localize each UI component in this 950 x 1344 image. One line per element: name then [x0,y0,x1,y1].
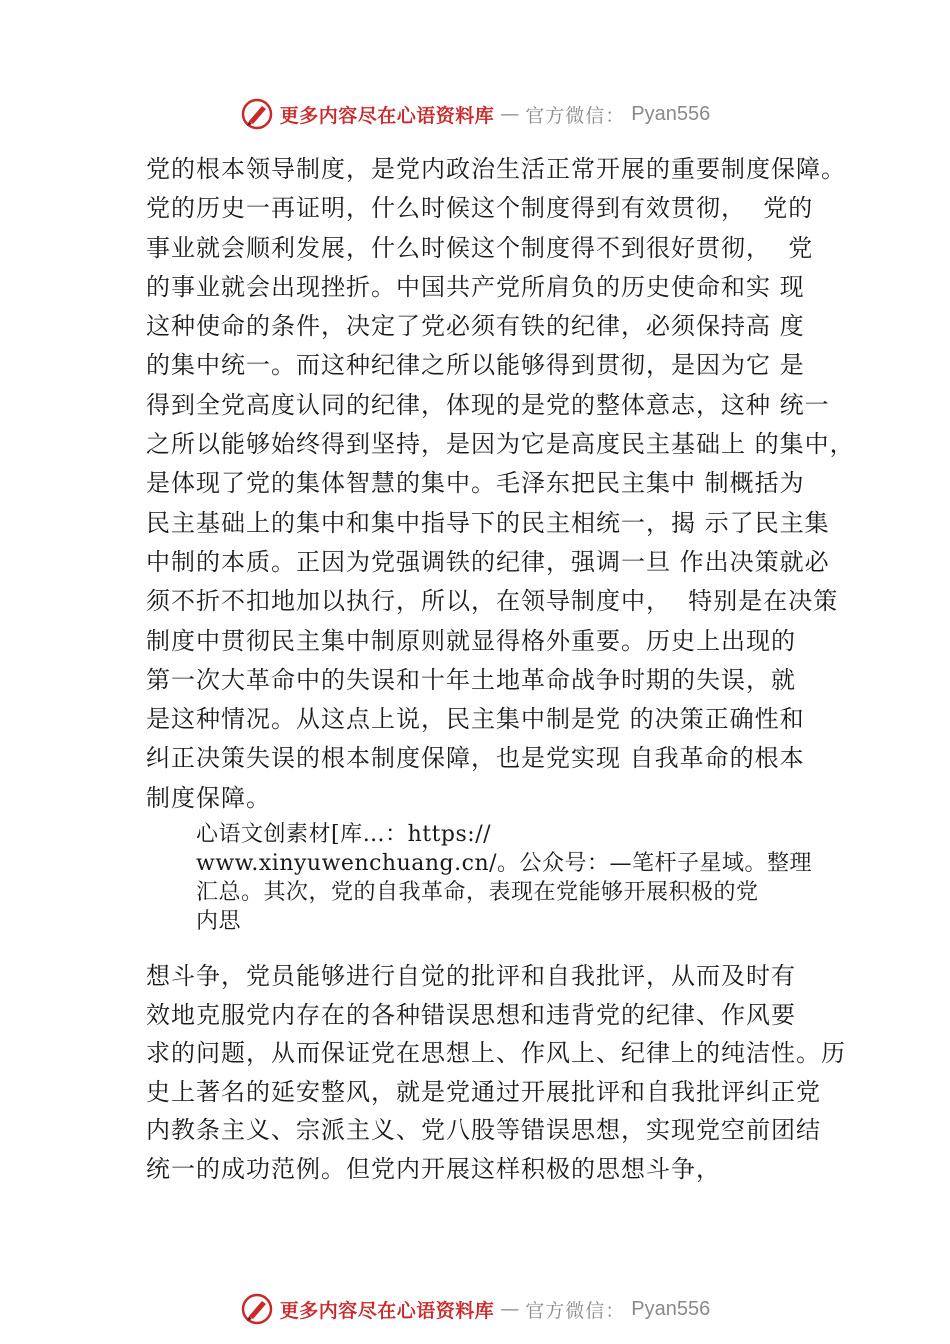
text-line: 制度中贯彻民主集中制原则就显得格外重要。历史上出现的 [146,626,796,655]
footer-brand: 更多内容尽在心语资料库 [279,1299,495,1322]
footer-wechat-id: Pyan556 [631,1297,711,1320]
text-line: 党的根本领导制度，是党内政治生活正常开展的重要制度保障。 [146,155,846,183]
text-line: 效地克服党内存在的各种错误思想和违背党的纪律、作风要 [146,1000,796,1029]
text-line: 的事业就会出现挫折。中国共产党所肩负的历史使命和实 现 [146,272,805,301]
note-line: 内思 [196,909,242,934]
logo-icon [240,1292,274,1326]
text-line: 之所以能够始终得到坚持，是因为它是高度民主基础上 的集中， [146,430,855,459]
source-note [196,820,836,936]
header-wechat-label: 官方微信： [525,104,626,127]
text-line: 纠正决策失误的根本制度保障，也是党实现 自我革命的根本 [146,744,805,773]
text-line: 民主基础上的集中和集中指导下的民主相统一，揭 示了民主集 [146,508,830,537]
text-line: 求的问题，从而保证党在思想上、作风上、纪律上的纯洁性。历 [146,1039,846,1067]
note-line: www.xinyuwenchuang.cn/。公众号：—笔杆子星域。整理 [196,851,813,876]
text-line: 第一次大革命中的失误和十年土地革命战争时期的失误，就 [146,665,796,694]
text-line: 党的历史一再证明，什么时候这个制度得到有效贯彻， 党的 [146,194,814,223]
header-banner [0,94,950,134]
text-line: 得到全党高度认同的纪律，体现的是党的整体意志，这种 统一 [146,390,830,419]
header-wechat-id: Pyan556 [631,102,711,125]
footer-dash: — [500,1298,520,1320]
text-line: 史上著名的延安整风，就是党通过开展批评和自我批评纠正党 [146,1077,821,1106]
paragraph-1 [146,150,855,818]
logo-icon [240,97,274,131]
header-dash: — [500,103,520,125]
text-line: 是体现了党的集体智慧的集中。毛泽东把民主集中 制概括为 [146,469,805,498]
text-line: 想斗争，党员能够进行自觉的批评和自我批评，从而及时有 [146,962,796,990]
text-line: 中制的本质。正因为党强调铁的纪律，强调一旦 作出决策就必 [146,547,830,576]
text-line: 制度保障。 [146,783,271,812]
text-line: 事业就会顺利发展，什么时候这个制度得不到很好贯彻， 党 [146,233,814,262]
header-brand: 更多内容尽在心语资料库 [279,104,495,127]
text-line: 是这种情况。从这点上说，民主集中制是党 的决策正确性和 [146,705,805,734]
footer-wechat-label: 官方微信： [525,1299,626,1322]
paragraph-2 [146,957,846,1188]
note-line: 汇总。其次，党的自我革命，表现在党能够开展积极的党 [196,880,759,905]
note-line: 心语文创素材[库…：https:// [196,822,492,847]
text-line: 内教条主义、宗派主义、党八股等错误思想，实现党空前团结 [146,1116,821,1144]
text-line: 的集中统一。而这种纪律之所以能够得到贯彻，是因为它 是 [146,351,805,380]
text-line: 统一的成功范例。但党内开展这样积极的思想斗争， [146,1154,721,1183]
text-line: 这种使命的条件，决定了党必须有铁的纪律，必须保持高 度 [146,312,805,341]
footer-banner [0,1289,950,1329]
text-line: 须不折不扣地加以执行，所以，在领导制度中， 特别是在决策 [146,587,839,616]
